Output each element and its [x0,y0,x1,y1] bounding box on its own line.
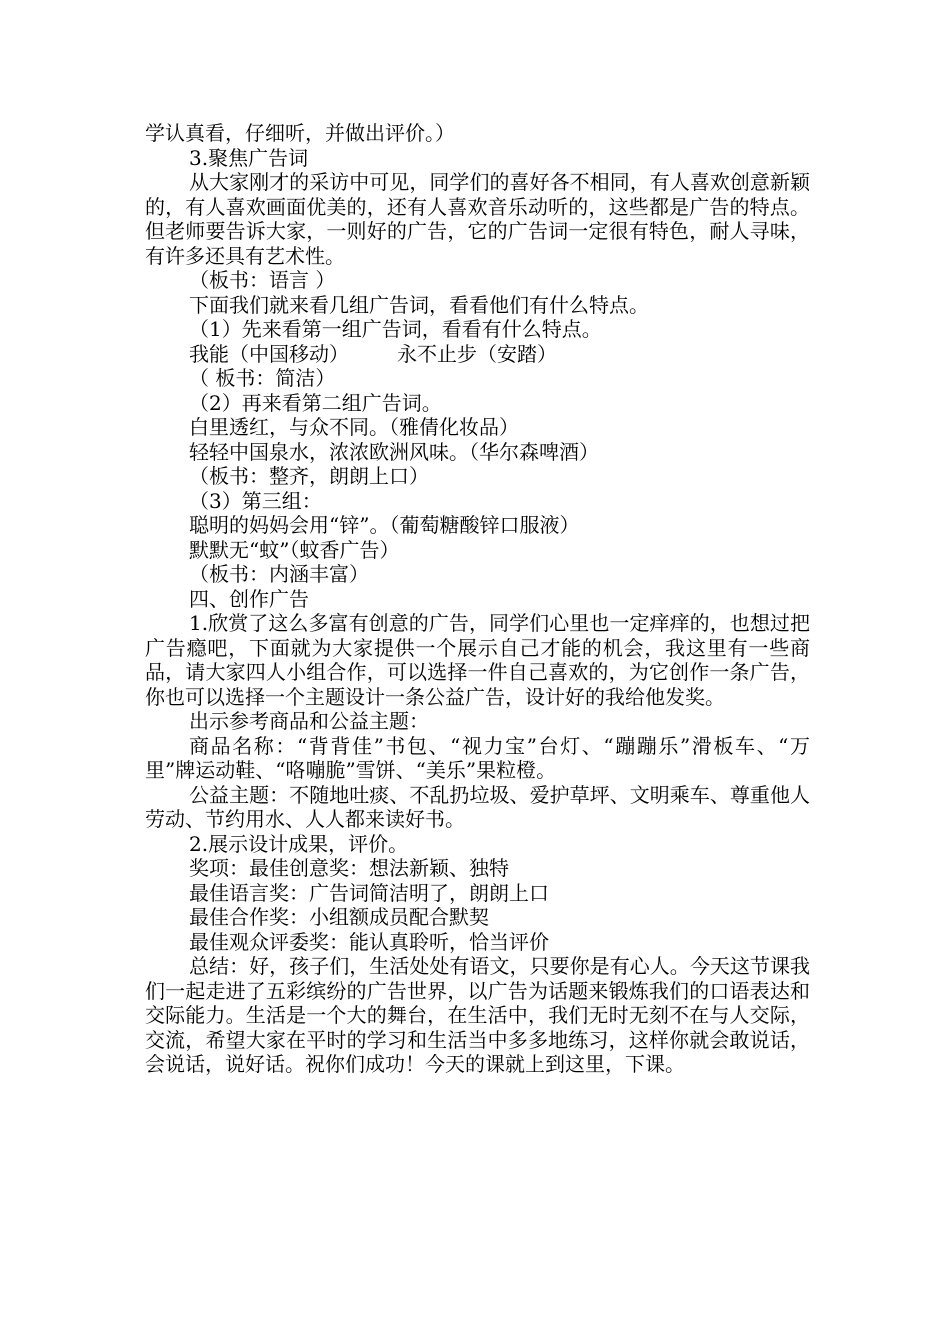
award-audience: 最佳观众评委奖：能认真聆听，恰当评价 [189,929,549,954]
example-huaersen: 轻轻中国泉水，浓浓欧洲风味。（华尔森啤酒） [189,439,599,464]
example-china-mobile: 我能（中国移动） [189,341,349,366]
paragraph-show-results: 2.展示设计成果，评价。 [189,831,409,856]
board-note-neat: （板书：整齐，朗朗上口） [189,464,429,488]
section-heading-create-ads: 四、创作广告 [189,586,309,611]
paragraph-show-references: 出示参考商品和公益主题： [189,709,429,733]
paragraph-product-names: 商品名称：“背背佳”书包、“视力宝”台灯、“蹦蹦乐”滑板车、“万里”牌运动鞋、“咯嘣脆”雪饼、“美乐”果粒橙。 [145,733,810,782]
paragraph-look-at-groups: 下面我们就来看几组广告词，看看他们有什么特点。 [189,292,649,317]
document-body [145,121,810,1077]
paragraph-create-task: 1.欣赏了这么多富有创意的广告，同学们心里也一定痒痒的，也想过把广告瘾吧，下面就为大家提供一个展示自己才能的机会，我这里有一些商品，请大家四人小组合作，可以选择一件自己喜欢的，为它创作一条广告，你也可以选择一个主题设计一条公益广告，设计好的我给他发奖。 [145,611,810,709]
section-heading-ad-slogans: 3.聚焦广告词 [189,145,309,170]
award-teamwork: 最佳合作奖：小组额成员配合默契 [189,905,489,929]
example-mosquito: 默默无“蚊”（蚊香广告） [189,537,400,562]
award-creative: 奖项：最佳创意奖：想法新颖、独特 [189,856,509,880]
example-yaqian: 白里透红，与众不同。（雅倩化妆品） [189,415,519,439]
group-one-examples [145,342,810,367]
award-language: 最佳语言奖：广告词简洁明了，朗朗上口 [189,880,549,905]
group-three-heading: （3）第三组： [189,488,322,513]
paragraph-intro: 从大家刚才的采访中可见，同学们的喜好各不相同，有人喜欢创意新颖的，有人喜欢画面优美的，还有人喜欢音乐动听的，这些都是广告的特点。但老师要告诉大家，一则好的广告，它的广告词一定很有特色，耐人寻味，有许多还具有艺术性。 [145,170,810,268]
paragraph-summary: 总结：好，孩子们，生活处处有语文，只要你是有心人。今天这节课我们一起走进了五彩缤纷的广告世界，以广告为话题来锻炼我们的口语表达和交际能力。生活是一个大的舞台，在生活中，我们无时无刻不在与人交际，交流，希望大家在平时的学习和生活当中多多地练习，这样你就会敢说话，会说话，说好话。祝你们成功！今天的课就上到这里，下课。 [145,954,810,1076]
paragraph-public-themes: 公益主题：不随地吐痰、不乱扔垃圾、爱护草坪、文明乘车、尊重他人劳动、节约用水、人人都来读好书。 [145,782,810,831]
board-note-rich-meaning: （板书：内涵丰富） [189,562,369,586]
group-one-heading: （1）先来看第一组广告词，看看有什么特点。 [189,317,602,341]
board-note-concise: （ 板书：简洁） [189,366,336,390]
example-zinc: 聪明的妈妈会用“锌”。（葡萄糖酸锌口服液） [189,513,580,537]
group-two-heading: （2）再来看第二组广告词。 [189,390,442,415]
paragraph-continuation: 学认真看，仔细听，并做出评价。） [145,121,455,145]
example-anta: 永不止步（安踏） [397,341,557,366]
board-note-language: （板书：语言 ） [189,268,336,292]
